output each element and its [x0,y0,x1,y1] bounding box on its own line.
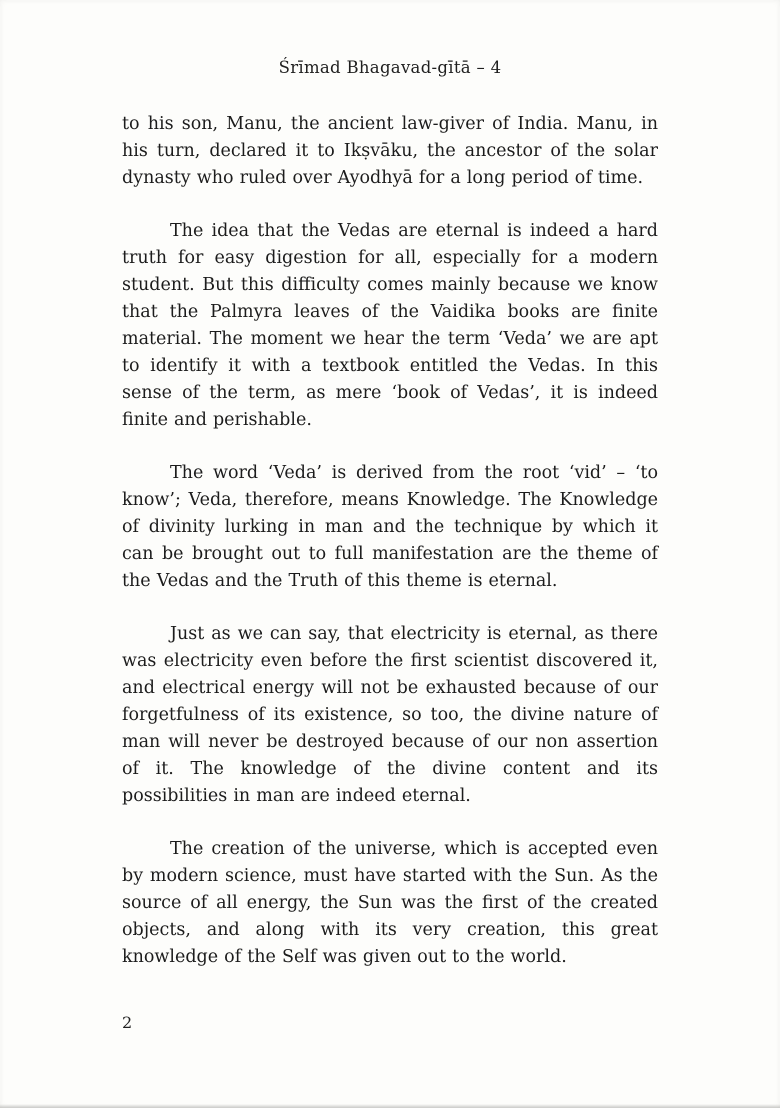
scan-edge-shadow [0,1104,780,1108]
page-body [122,111,658,971]
running-header: Śrīmad Bhagavad-gītā – 4 [278,58,502,77]
paragraph: Just as we can say, that electricity is eternal, as there was electricity even before the first scientist discovered it, and electrical energy will not be exhausted because of our forgetfulness of its existence, so too, the divine nature of man will never be destroyed because of our non assertion of it. The knowledge of the divine content and its possibilities in man are indeed eternal. [122,624,658,806]
paragraph: The word ‘Veda’ is derived from the root ‘vid’ – ‘to know’; Veda, therefore, means Knowledge. The Knowledge of divinity lurking in man and the technique by which it can be brought out to full manifestation are the theme of the Vedas and the Truth of this theme is eternal. [122,463,658,591]
paragraph: The idea that the Vedas are eternal is indeed a hard truth for easy digestion for all, especially for a modern student. But this difficulty comes mainly because we know that the Palmyra leaves of the Vaidika books are finite material. The moment we hear the term ‘Veda’ we are apt to identify it with a textbook entitled the Vedas. In this sense of the term, as mere ‘book of Vedas’, it is indeed finite and perishable. [122,221,658,430]
page-number: 2 [122,1013,133,1032]
paragraph: to his son, Manu, the ancient law-giver of India. Manu, in his turn, declared it to Ikṣvāku, the ancestor of the solar dynasty who ruled over Ayodhyā for a long period of time. [122,114,658,188]
paragraph: The creation of the universe, which is accepted even by modern science, must have started with the Sun. As the source of all energy, the Sun was the first of the created objects, and along with its very creation, this great knowledge of the Self was given out to the world. [122,839,658,967]
